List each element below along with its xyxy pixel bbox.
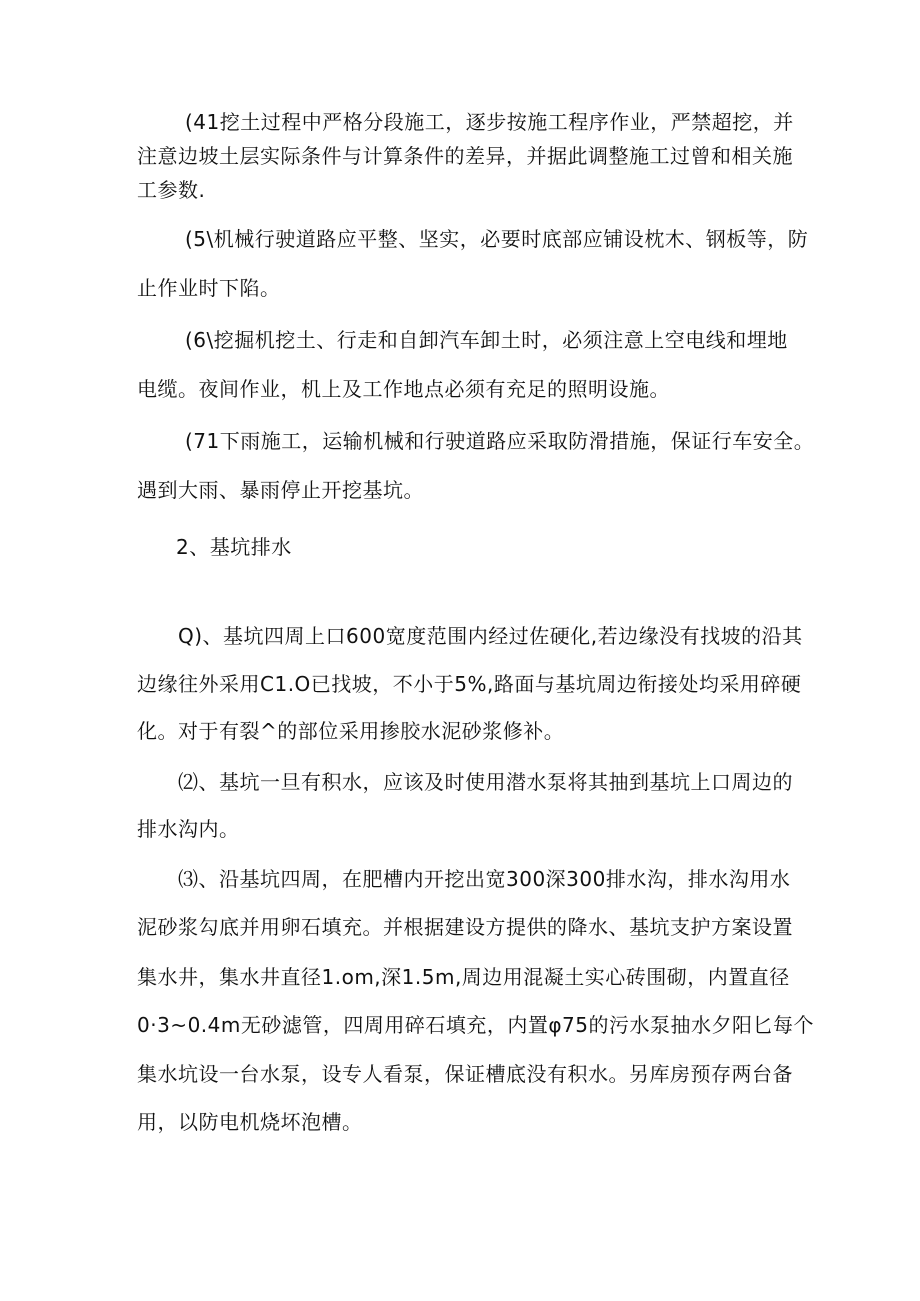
paragraph-7-line-4: 0·3~0.4m无砂滤管，四周用碎石填充，内置φ75的污水泵抽水夕阳匕每个: [137, 1013, 814, 1037]
paragraph-4-line-2: 遇到大雨、暴雨停止开挖基坑。: [137, 478, 424, 502]
paragraph-7-line-2: 泥砂浆勾底并用卵石填充。并根据建设方提供的降水、基坑支护方案设置: [137, 915, 793, 939]
paragraph-5-line-1: Q)、基坑四周上口600宽度范围内经过佐硬化,若边缘没有找坡的沿其: [178, 624, 803, 648]
paragraph-2-line-1: (5\机械行驶道路应平整、坚实，必要时底部应铺设枕木、钢板等，防: [185, 227, 809, 251]
paragraph-7-line-1: ⑶、沿基坑四周，在肥槽内开挖出宽300深300排水沟，排水沟用水: [178, 867, 791, 891]
paragraph-1-line-3: 工参数.: [137, 178, 206, 202]
paragraph-3-line-2: 电缆。夜间作业，机上及工作地点必须有充足的照明设施。: [137, 377, 670, 401]
paragraph-7-line-3: 集水井，集水井直径1.om,深1.5m,周边用混凝土实心砖围砌，内置直径: [137, 965, 790, 989]
paragraph-3-line-1: (6\挖掘机挖土、行走和自卸汽车卸土时，必须注意上空电线和埋地: [185, 328, 788, 352]
paragraph-5-line-3: 化。对于有裂^的部位采用掺胶水泥砂浆修补。: [137, 719, 565, 743]
paragraph-7-line-5: 集水坑设一台水泵，设专人看泵，保证槽底没有积水。另库房预存两台备: [137, 1062, 793, 1086]
paragraph-6-line-1: ⑵、基坑一旦有积水，应该及时使用潜水泵将其抽到基坑上口周边的: [178, 770, 793, 794]
section-heading: 2、基坑排水: [176, 535, 292, 559]
paragraph-4-line-1: (71下雨施工，运输机械和行驶道路应采取防滑措施，保证行车安全。: [185, 429, 815, 453]
paragraph-1-line-2: 注意边坡土层实际条件与计算条件的差异，并据此调整施工过曾和相关施: [137, 144, 793, 168]
paragraph-6-line-2: 排水沟内。: [137, 817, 240, 841]
paragraph-2-line-2: 止作业时下陷。: [137, 276, 281, 300]
paragraph-5-line-2: 边缘往外采用C1.O已找坡，不小于5%,路面与基坑周边衔接处均采用碎硬: [137, 672, 802, 696]
paragraph-1-line-1: (41挖土过程中严格分段施工，逐步按施工程序作业，严禁超挖，并: [185, 110, 794, 134]
paragraph-7-line-6: 用，以防电机烧坏泡槽。: [137, 1110, 363, 1134]
